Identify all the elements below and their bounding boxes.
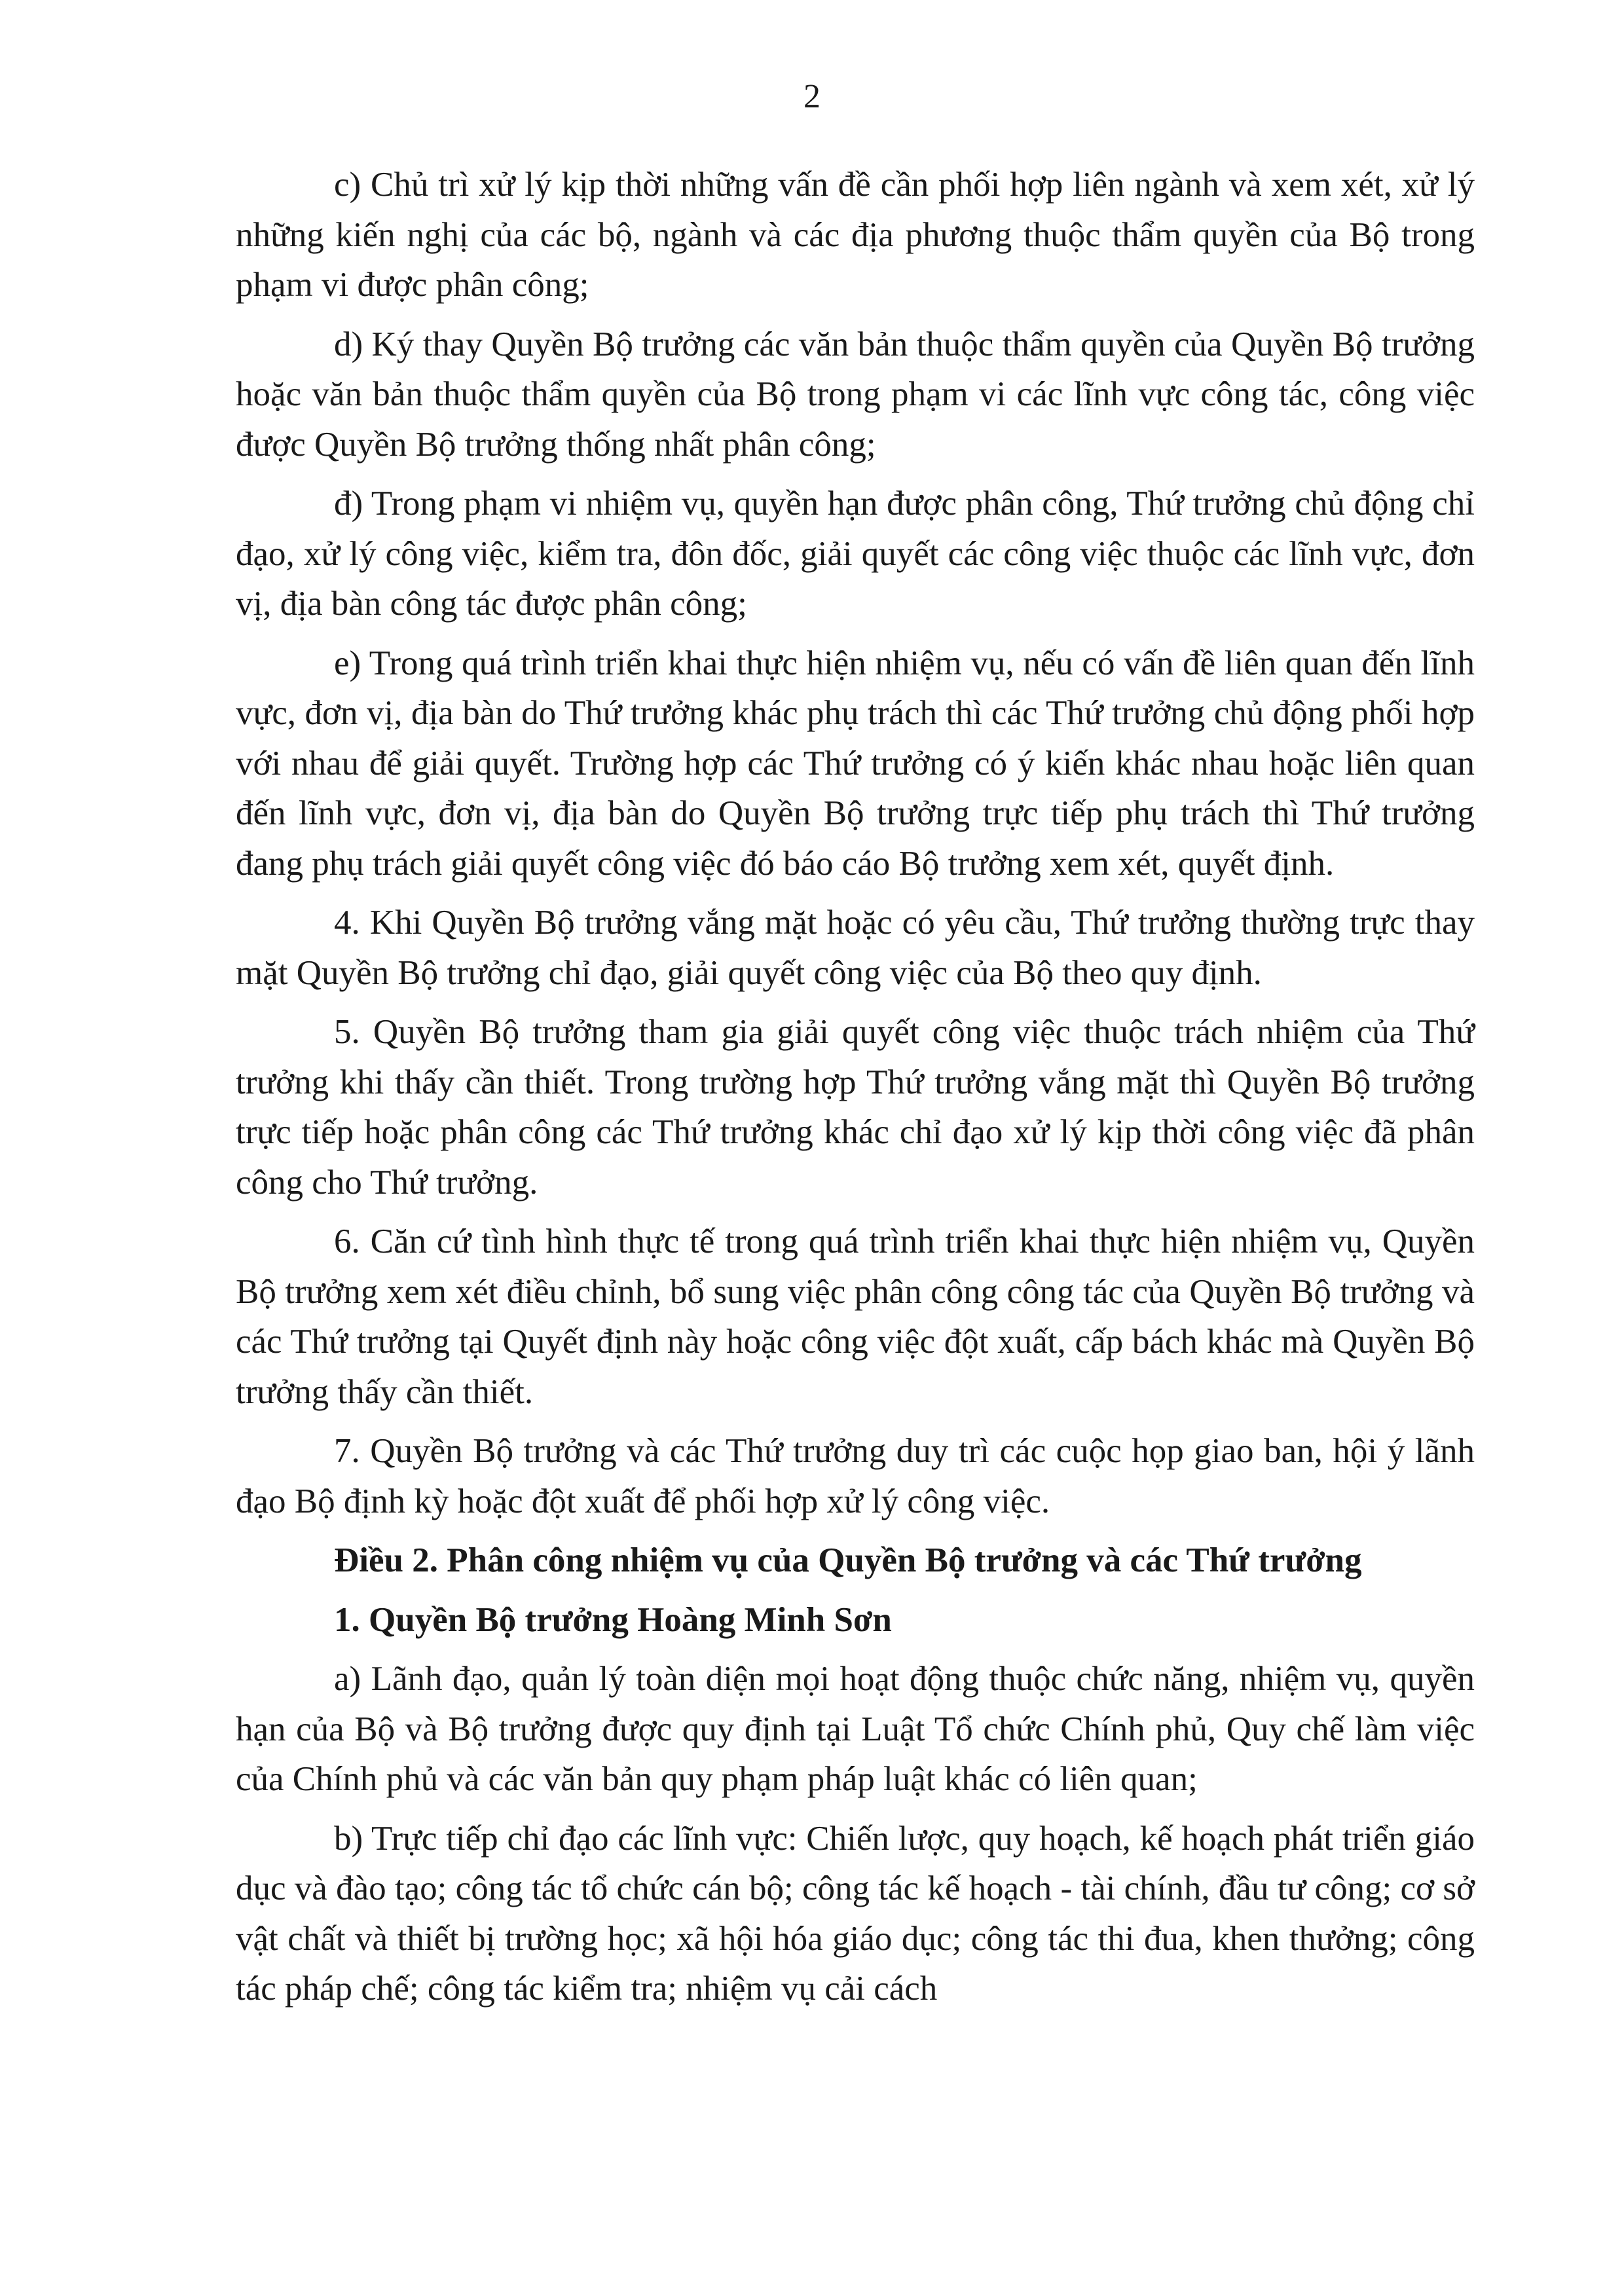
paragraph-6: 6. Căn cứ tình hình thực tế trong quá trình triển khai thực hiện nhiệm vụ, Quyền Bộ trưởng xem xét điều chỉnh, bổ sung việc phân công công tác của Quyền Bộ trưởng và các Thứ trưởng tại Quyết định này hoặc công việc đột xuất, cấp bách khác mà Quyền Bộ trưởng thấy cần thiết. xyxy=(236,1222,1475,1411)
paragraph-d: d) Ký thay Quyền Bộ trưởng các văn bản thuộc thẩm quyền của Quyền Bộ trưởng hoặc văn bản thuộc thẩm quyền của Bộ trong phạm vi các lĩnh vực công tác, công việc được Quyền Bộ trưởng thống nhất phân công; xyxy=(236,325,1475,464)
section-paragraph-b: b) Trực tiếp chỉ đạo các lĩnh vực: Chiến lược, quy hoạch, kế hoạch phát triển giáo dục và đào tạo; công tác tổ chức cán bộ; công tác kế hoạch - tài chính, đầu tư công; cơ sở vật chất và thiết bị trường học; xã hội hóa giáo dục; công tác thi đua, khen thưởng; công tác pháp chế; công tác kiểm tra; nhiệm vụ cải cách xyxy=(236,1819,1475,2008)
document-body xyxy=(236,160,1475,2023)
paragraph-c: c) Chủ trì xử lý kịp thời những vấn đề cần phối hợp liên ngành và xem xét, xử lý những kiến nghị của các bộ, ngành và các địa phương thuộc thẩm quyền của Bộ trong phạm vi được phân công; xyxy=(236,166,1475,304)
paragraph-5: 5. Quyền Bộ trưởng tham gia giải quyết công việc thuộc trách nhiệm của Thứ trưởng khi thấy cần thiết. Trong trường hợp Thứ trưởng vắng mặt thì Quyền Bộ trưởng trực tiếp hoặc phân công các Thứ trưởng khác chỉ đạo xử lý kịp thời công việc đã phân công cho Thứ trưởng. xyxy=(236,1013,1475,1202)
paragraph-dd: đ) Trong phạm vi nhiệm vụ, quyền hạn được phân công, Thứ trưởng chủ động chỉ đạo, xử lý công việc, kiểm tra, đôn đốc, giải quyết các công việc thuộc các lĩnh vực, đơn vị, địa bàn công tác được phân công; xyxy=(236,485,1475,623)
section-paragraph-a: a) Lãnh đạo, quản lý toàn diện mọi hoạt động thuộc chức năng, nhiệm vụ, quyền hạn của Bộ và Bộ trưởng được quy định tại Luật Tổ chức Chính phủ, Quy chế làm việc của Chính phủ và các văn bản quy phạm pháp luật khác có liên quan; xyxy=(236,1660,1475,1798)
paragraph-4: 4. Khi Quyền Bộ trưởng vắng mặt hoặc có yêu cầu, Thứ trưởng thường trực thay mặt Quyền Bộ trưởng chỉ đạo, giải quyết công việc của Bộ theo quy định. xyxy=(236,904,1475,992)
article-heading: Điều 2. Phân công nhiệm vụ của Quyền Bộ trưởng và các Thứ trưởng xyxy=(334,1541,1362,1579)
paragraph-e: e) Trong quá trình triển khai thực hiện nhiệm vụ, nếu có vấn đề liên quan đến lĩnh vực, đơn vị, địa bàn do Thứ trưởng khác phụ trách thì các Thứ trưởng chủ động phối hợp với nhau để giải quyết. Trường hợp các Thứ trưởng có ý kiến khác nhau hoặc liên quan đến lĩnh vực, đơn vị, địa bàn do Quyền Bộ trưởng trực tiếp phụ trách thì Thứ trưởng đang phụ trách giải quyết công việc đó báo cáo Bộ trưởng xem xét, quyết định. xyxy=(236,644,1475,883)
page-number: 2 xyxy=(803,78,821,115)
paragraph-7: 7. Quyền Bộ trưởng và các Thứ trưởng duy trì các cuộc họp giao ban, hội ý lãnh đạo Bộ định kỳ hoặc đột xuất để phối hợp xử lý công việc. xyxy=(236,1432,1475,1520)
section-heading: 1. Quyền Bộ trưởng Hoàng Minh Sơn xyxy=(334,1600,892,1639)
